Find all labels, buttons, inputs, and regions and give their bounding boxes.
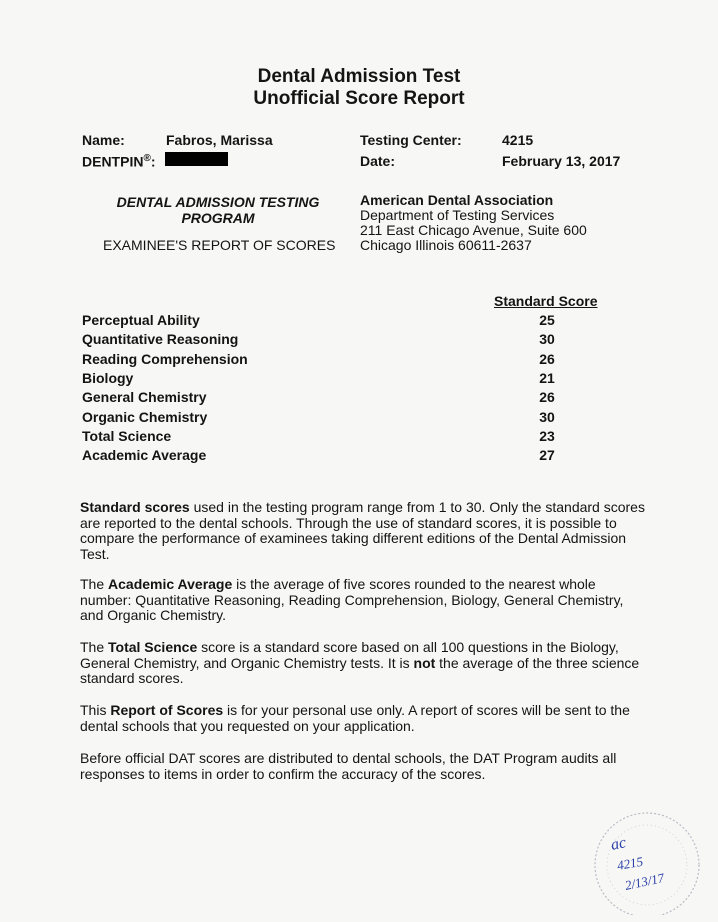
paragraph-total-science [80, 640, 650, 687]
program-line2: PROGRAM [181, 210, 255, 226]
report-title-line1: Dental Admission Test [257, 66, 461, 87]
score-value: 27 [539, 447, 555, 464]
registered-mark: ® [143, 153, 151, 164]
dentpin-colon: : [150, 153, 156, 170]
score-row [82, 409, 622, 428]
org-name: American Dental Association [360, 192, 554, 208]
org-city: Chicago Illinois 60611-2637 [360, 237, 532, 253]
score-row [82, 428, 622, 447]
report-title-line2: Unofficial Score Report [253, 88, 465, 109]
org-dept: Department of Testing Services [360, 207, 555, 223]
score-value: 30 [539, 331, 555, 348]
p2-pre: The [80, 576, 109, 592]
score-row [82, 351, 622, 370]
score-value: 23 [539, 427, 555, 444]
p1-bold: Standard scores [80, 499, 190, 515]
p3-bold-not: not [413, 654, 436, 671]
score-subject: Biology [82, 369, 134, 386]
date-value: February 13, 2017 [502, 153, 621, 169]
score-subject: Academic Average [82, 447, 207, 464]
score-value: 21 [539, 369, 555, 386]
standard-score-header: Standard Score [494, 293, 598, 309]
p4-bold: Report of Scores [110, 702, 224, 718]
p4-pre: This [80, 702, 111, 718]
score-row [82, 331, 622, 350]
testing-center-label: Testing Center: [360, 132, 462, 148]
score-subject: Quantitative Reasoning [82, 331, 239, 348]
p3-mid: score is a standard score based on all 100 questions in the Biology, General Chemistry, and Organic Chemistry tests. It is [80, 639, 619, 671]
paragraph-audit: Before official DAT scores are distributed to dental schools, the DAT Program audits all responses to items in order to confirm the accuracy of the scores. [80, 750, 617, 782]
score-value: 25 [539, 312, 555, 328]
dentpin-label [82, 153, 156, 170]
score-row [82, 312, 622, 331]
redacted-dentpin [165, 152, 228, 166]
testing-center-value: 4215 [502, 132, 534, 148]
verification-stamp [572, 800, 702, 915]
score-row [82, 447, 622, 466]
handwritten-initials: ac [609, 834, 628, 854]
p3-bold: Total Science [108, 639, 198, 655]
name-value: Fabros, Marissa [166, 132, 273, 148]
paragraph-standard-scores [80, 500, 650, 562]
p4-text: is for your personal use only. A report of scores will be sent to the dental schools that you requested on your application. [80, 702, 630, 734]
p3-text: the average of the three science standard scores. [80, 654, 640, 686]
p2-text: is the average of five scores rounded to the nearest whole number: Quantitative Reasoning, Reading Comprehension, Biology, General Chemistry, and Organic Chemistry. [80, 576, 624, 623]
p1-text: used in the testing program range from 1 to 30. Only the standard scores are reported to the dental schools. Through the use of standard scores, it is possible to compare the performance of examinees taking different editions of the Dental Admission Test. [80, 499, 645, 562]
name-label: Name: [82, 132, 125, 148]
score-subject: General Chemistry [82, 389, 207, 406]
p3-pre: The [80, 639, 109, 655]
paragraph-academic-average [80, 577, 650, 624]
org-street: 211 East Chicago Avenue, Suite 600 [360, 222, 587, 238]
score-value: 30 [539, 408, 555, 425]
stamp-outer-ring [595, 813, 699, 915]
program-line1: DENTAL ADMISSION TESTING [116, 194, 320, 210]
date-label: Date: [360, 153, 396, 169]
p2-bold: Academic Average [108, 576, 233, 592]
score-row [82, 370, 622, 389]
score-subject: Organic Chemistry [82, 408, 208, 425]
score-subject: Reading Comprehension [82, 350, 248, 367]
score-subject: Total Science [82, 427, 172, 444]
dentpin-label-text: DENTPIN [82, 153, 144, 170]
score-row [82, 389, 622, 408]
score-value: 26 [539, 389, 555, 406]
score-value: 26 [539, 350, 555, 367]
examinee-report-title: EXAMINEE'S REPORT OF SCORES [103, 237, 336, 253]
handwritten-date: 2/13/17 [623, 870, 666, 893]
paragraph-report-of-scores [80, 703, 650, 734]
score-subject: Perceptual Ability [82, 312, 200, 328]
handwritten-center: 4215 [615, 853, 645, 873]
